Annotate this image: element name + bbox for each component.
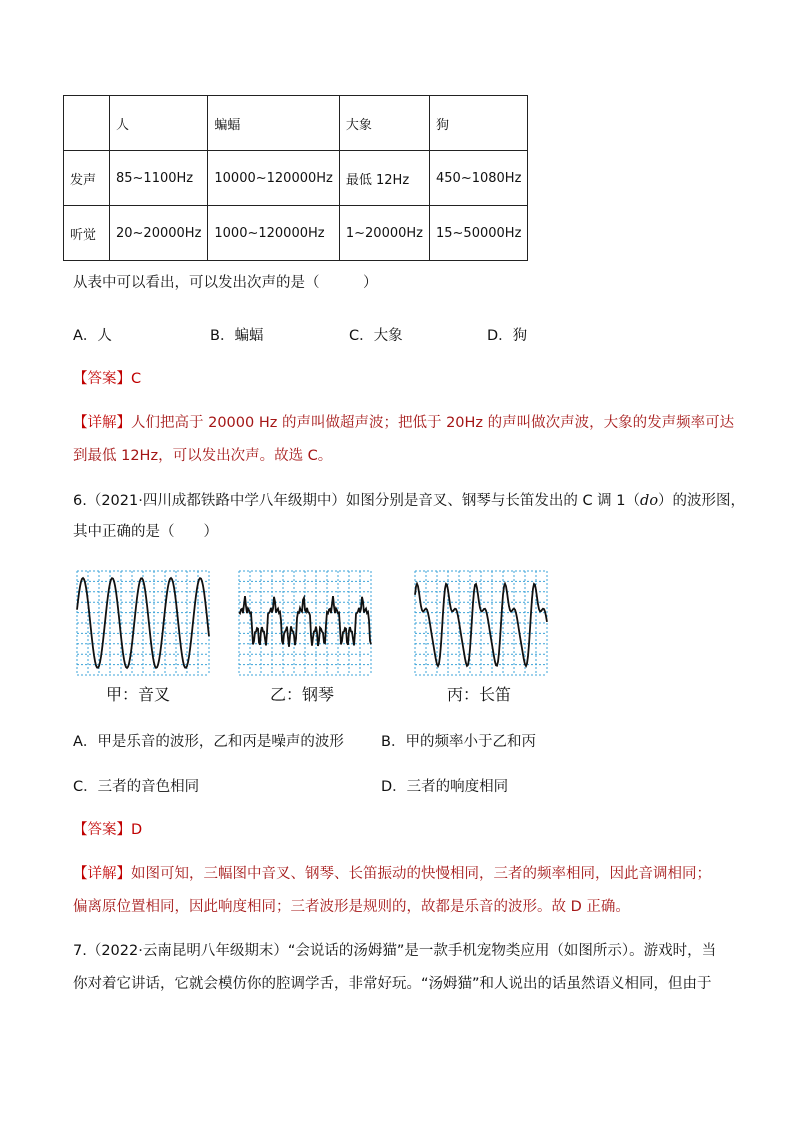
table-cell: 20~20000Hz xyxy=(110,206,208,261)
waveform-figure xyxy=(238,570,372,676)
question-stem: 你对着它讲话，它就会模仿你的腔调学舌，非常好玩。“汤姆猫”和人说出的话虽然语义相同，但由于 xyxy=(73,976,712,992)
option-b[interactable]: B．蝙蝠 xyxy=(210,328,264,344)
table-cell: 狗 xyxy=(430,96,528,151)
caption-tuning-fork: 甲：音叉 xyxy=(106,685,171,704)
table-cell: 1~20000Hz xyxy=(339,206,429,261)
question-stem: 从表中可以看出，可以发出次声的是（ ） xyxy=(73,275,378,291)
option-c[interactable]: C．大象 xyxy=(349,328,403,344)
answer-value: C xyxy=(131,371,142,387)
table-cell: 大象 xyxy=(339,96,429,151)
waveform-flute xyxy=(414,570,548,680)
table-row xyxy=(64,151,528,206)
waveform-figure xyxy=(414,570,548,676)
option-b[interactable]: B．甲的频率小于乙和丙 xyxy=(381,734,536,750)
table-cell: 450~1080Hz xyxy=(430,151,528,206)
frequency-table xyxy=(63,95,528,261)
table-cell: 1000~120000Hz xyxy=(208,206,339,261)
stem-text: ）的波形图， xyxy=(658,493,746,509)
question-stem: 7.（2022·云南昆明八年级期末）“会说话的汤姆猫”是一款手机宠物类应用（如图所示）。游戏时，当 xyxy=(73,943,717,959)
answer-tag: 【答案】 xyxy=(73,822,131,838)
option-a[interactable]: A．甲是乐音的波形，乙和丙是噪声的波形 xyxy=(73,734,344,750)
answer-value: D xyxy=(131,822,143,838)
answer-tag: 【答案】 xyxy=(73,371,131,387)
waveform-piano xyxy=(238,570,372,680)
detail-line xyxy=(73,413,734,433)
caption-flute: 丙：长笛 xyxy=(447,685,512,704)
table-header-row xyxy=(64,96,528,151)
option-d[interactable]: D．狗 xyxy=(487,328,528,344)
table-cell: 发声 xyxy=(64,151,110,206)
table-cell: 15~50000Hz xyxy=(430,206,528,261)
table-cell: 最低 12Hz xyxy=(339,151,429,206)
option-a[interactable]: A．人 xyxy=(73,328,112,344)
stem-text: 6.（2021·四川成都铁路中学八年级期中）如图分别是音叉、钢琴与长笛发出的 C 调 1（ xyxy=(73,493,641,509)
table-cell xyxy=(64,96,110,151)
waveform-tuning-fork xyxy=(76,570,210,680)
detail-text: 如图可知，三幅图中音叉、钢琴、长笛振动的快慢相同，三者的频率相同，因此音调相同； xyxy=(131,866,711,882)
detail-text: 人们把高于 20000 Hz 的声叫做超声波；把低于 20Hz 的声叫做次声波，大象的发声频率可达 xyxy=(131,415,735,431)
waveform-figure xyxy=(76,570,210,676)
detail-tag: 【详解】 xyxy=(73,866,131,882)
table-cell: 蝙蝠 xyxy=(208,96,339,151)
detail-tag: 【详解】 xyxy=(73,415,131,431)
detail-line: 到最低 12Hz，可以发出次声。故选 C。 xyxy=(73,448,333,464)
table-cell: 85~1100Hz xyxy=(110,151,208,206)
table-cell: 听觉 xyxy=(64,206,110,261)
question-stem: 其中正确的是（ ） xyxy=(73,524,218,540)
answer-line xyxy=(73,820,142,840)
table-cell: 10000~120000Hz xyxy=(208,151,339,206)
option-d[interactable]: D．三者的响度相同 xyxy=(381,779,509,795)
detail-line xyxy=(73,864,711,884)
caption-piano: 乙：钢琴 xyxy=(270,685,335,704)
detail-line: 偏离原位置相同，因此响度相同；三者波形是规则的，故都是乐音的波形。故 D 正确。 xyxy=(73,899,630,915)
table-row xyxy=(64,206,528,261)
answer-line xyxy=(73,369,141,389)
question-stem xyxy=(73,491,745,511)
table-cell: 人 xyxy=(110,96,208,151)
stem-do: do xyxy=(640,493,659,509)
option-c[interactable]: C．三者的音色相同 xyxy=(73,779,200,795)
